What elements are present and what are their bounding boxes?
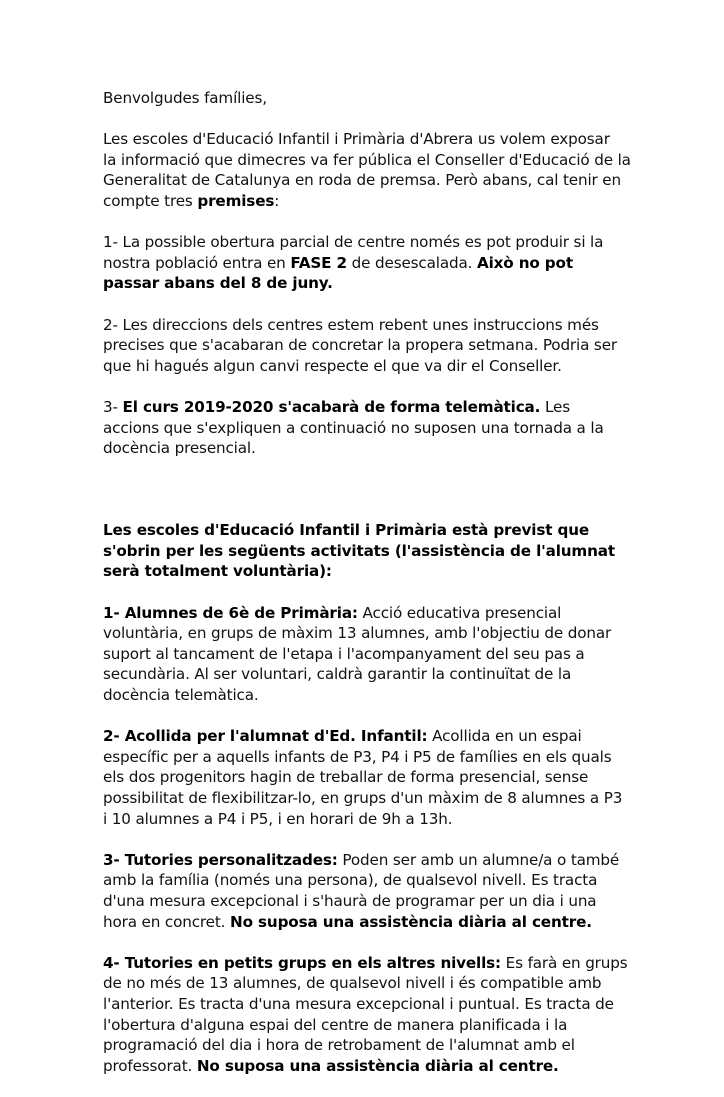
text-run: 1- La possible obertura parcial de centre només es pot produir si la (103, 233, 604, 252)
text-run: compte tres (103, 191, 198, 210)
text-run: possibilitat de flexibilitzar-lo, en grups d'un màxim de 8 alumnes a P3 (103, 789, 623, 807)
text-run: la informació que dimecres va fer pública el Conseller d'Educació de la (103, 150, 631, 169)
bold-text: passar abans del 8 de juny. (103, 274, 333, 293)
text-run: accions que s'expliquen a continuació no suposen una tornada a la (103, 418, 604, 437)
text-run: Acollida en un espai (427, 727, 582, 746)
text-line (103, 891, 703, 912)
text-run: hora en concret. (103, 912, 231, 931)
bold-text: 3- Tutories personalitzades: (103, 850, 338, 869)
text-line (103, 767, 703, 788)
text-run: 3- (103, 397, 123, 416)
text-line (103, 912, 703, 933)
premise-3 (103, 397, 703, 459)
spacer (103, 479, 703, 520)
text-run: i 10 alumnes a P4 i P5, i en horari de 9h a 13h. (103, 809, 453, 828)
bold-text: No suposa una assistència diària al centre. (230, 912, 592, 931)
text-run: suport al tancament de l'etapa i l'acompanyament del seu pas a (103, 644, 585, 663)
activity-1 (103, 603, 703, 706)
text-line (103, 953, 703, 974)
text-line (103, 994, 703, 1015)
text-run: 2- Les direccions dels centres estem rebent unes instruccions més (103, 315, 599, 334)
text-run: d'una mesura excepcional i s'haurà de programar per un dia i una (103, 891, 597, 910)
text-line (103, 232, 703, 253)
text-line (103, 273, 703, 294)
text-run: Acció educativa presencial (357, 603, 562, 622)
text-line (103, 356, 703, 377)
bold-text: 1- Alumnes de 6è de Primària: (103, 603, 358, 622)
text-line (103, 438, 703, 459)
activity-4 (103, 953, 703, 1077)
text-line (103, 623, 703, 644)
activities-heading (103, 520, 703, 582)
text-run: docència presencial. (103, 439, 256, 458)
text-line (103, 335, 703, 356)
bold-text: s'obrin per les següents activitats (l'assistència de l'alumnat (103, 541, 615, 560)
text-run: secundària. Al ser voluntari, caldrà garantir la continuïtat de la (103, 665, 572, 684)
text-line (103, 1035, 703, 1056)
bold-text: No suposa una assistència diària al centre. (196, 1056, 559, 1075)
text-line (103, 1056, 703, 1077)
text-run: Es farà en grups (501, 953, 628, 972)
text-line (103, 664, 703, 685)
premise-1 (103, 232, 703, 294)
text-line (103, 973, 703, 994)
bold-text: Això no pot (477, 253, 573, 272)
text-line (103, 315, 703, 336)
text-run: precises que s'acabaran de concretar la propera setmana. Podria ser (103, 336, 617, 355)
text-line (103, 809, 703, 830)
text-line (103, 603, 703, 624)
text-line (103, 870, 703, 891)
bold-text: El curs 2019-2020 s'acabarà de forma telemàtica. (122, 397, 541, 416)
text-line (103, 150, 703, 171)
text-line (103, 541, 703, 562)
text-run: voluntària, en grups de màxim 13 alumnes, amb l'objectiu de donar (103, 624, 612, 643)
text-line (103, 129, 703, 150)
intro-paragraph (103, 129, 703, 211)
bold-text: serà totalment voluntària): (103, 562, 332, 581)
text-run: específic per a aquells infants de P3, P4 i P5 de famílies en els quals (103, 747, 612, 766)
text-run: nostra població entra en (103, 253, 291, 272)
bold-text: premises (197, 191, 275, 210)
text-run: Les escoles d'Educació Infantil i Primària d'Abrera us volem exposar (103, 130, 610, 149)
text-run: : (274, 191, 280, 210)
text-run: Les (540, 397, 570, 416)
text-line (103, 561, 703, 582)
text-line (103, 685, 703, 706)
text-line (103, 418, 703, 439)
text-run: docència telemàtica. (103, 686, 259, 705)
greeting (103, 88, 703, 109)
greeting-text: Benvolgudes famílies, (103, 89, 267, 107)
text-run: amb la família (només una persona), de qualsevol nivell. Es tracta (103, 871, 598, 890)
text-run: els dos progenitors hagin de treballar de forma presencial, sense (103, 768, 589, 787)
text-run: que hi hagués algun canvi respecte el que va dir el Conseller. (103, 356, 562, 375)
bold-text: 2- Acollida per l'alumnat d'Ed. Infantil: (103, 727, 428, 746)
text-run: Poden ser amb un alumne/a o també (337, 850, 620, 869)
text-line (103, 747, 703, 768)
text-line (103, 253, 703, 274)
text-line (103, 644, 703, 665)
text-run: professorat. (103, 1056, 197, 1075)
text-run: Generalitat de Catalunya en roda de premsa. Però abans, cal tenir en (103, 171, 621, 190)
text-line (103, 397, 703, 418)
text-run: de no més de 13 alumnes, de qualsevol nivell i és compatible amb (103, 974, 602, 993)
bold-text: 4- Tutories en petits grups en els altres nivells: (103, 953, 501, 972)
text-line (103, 726, 703, 747)
letter-page (103, 88, 703, 1097)
text-run: l'obertura d'alguna espai del centre de manera planificada i la (103, 1015, 568, 1034)
text-run: de desescalada. (346, 253, 477, 272)
text-run: programació del dia i hora de retrobament de l'alumnat amb el (103, 1036, 575, 1055)
text-line (103, 850, 703, 871)
text-line (103, 788, 703, 809)
bold-text: FASE 2 (290, 253, 347, 272)
text-line (103, 1015, 703, 1036)
text-line (103, 191, 703, 212)
text-line (103, 520, 703, 541)
activity-2 (103, 726, 703, 829)
premise-2 (103, 315, 703, 377)
text-line (103, 170, 703, 191)
text-run: l'anterior. Es tracta d'una mesura excepcional i puntual. Es tracta de (103, 994, 614, 1013)
activity-3 (103, 850, 703, 932)
bold-text: Les escoles d'Educació Infantil i Primària està previst que (103, 521, 590, 540)
